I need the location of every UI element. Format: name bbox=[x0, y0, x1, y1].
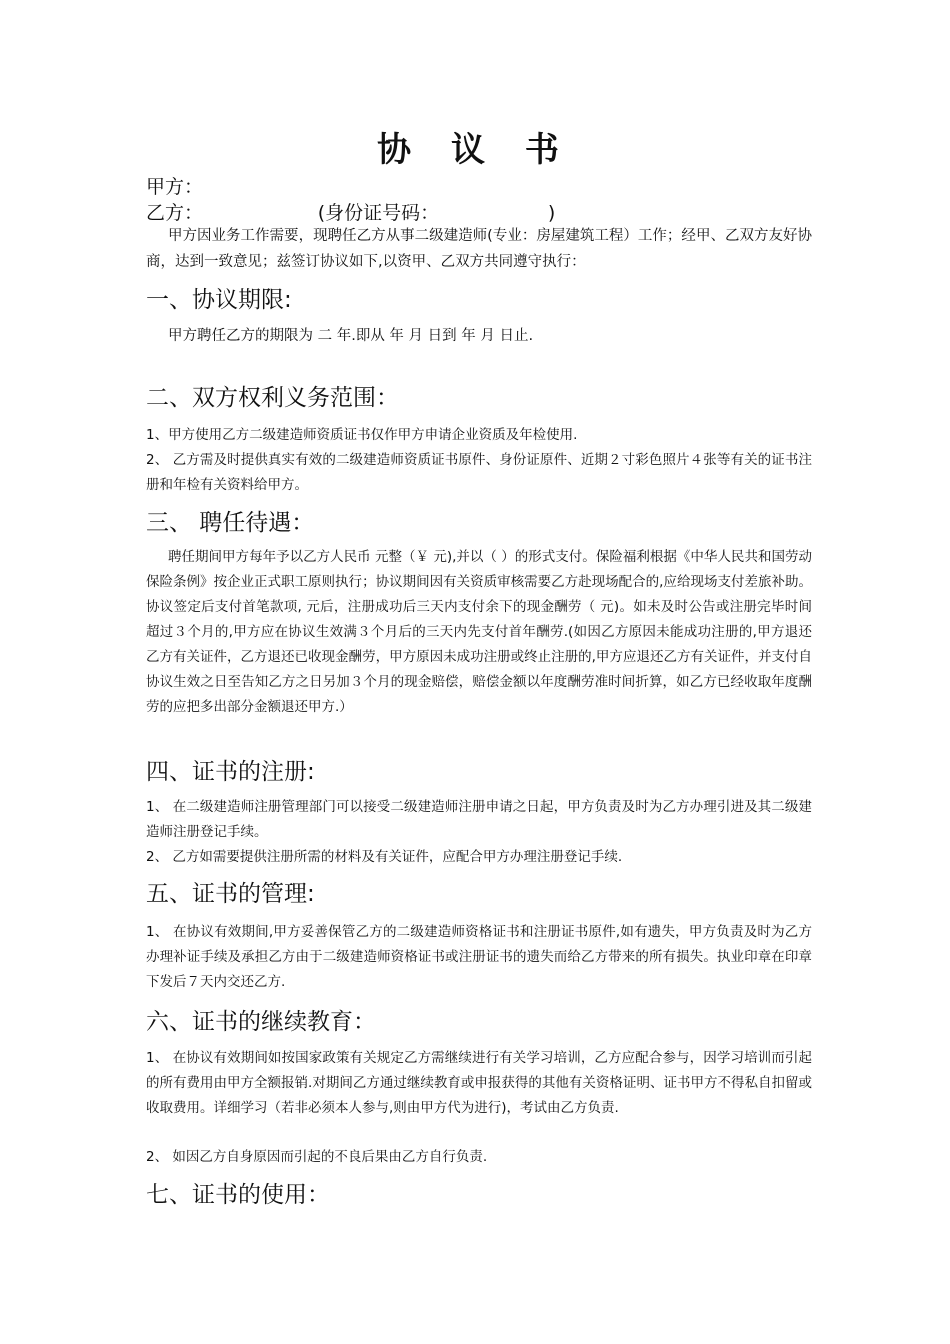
section-2-paragraph-2: 2、 乙方需及时提供真实有效的二级建造师资质证书原件、身份证原件、近期２寸彩色照片４张等有关的证书注册和年检有关资料给甲方。 bbox=[146, 452, 812, 493]
intro-paragraph: 甲方因业务工作需要，现聘任乙方从事二级建造师(专业：房屋建筑工程）工作；经甲、乙双方友好协商，达到一致意见；兹签订协议如下,以资甲、乙双方共同遵守执行： bbox=[146, 228, 812, 270]
section-6-paragraph-1: 1、 在协议有效期间如按国家政策有关规定乙方需继续进行有关学习培训，乙方应配合参与，因学习培训而引起的所有费用由甲方全额报销.对期间乙方通过继续教育或申报获得的其他有关资格证明、证书甲方不得私自扣留或收取费用。详细学习（若非必须本人参与,则由甲方代为进行)，考试由乙方负责. bbox=[146, 1050, 812, 1116]
section-heading-2: 二、双方权利义务范围： bbox=[146, 385, 399, 411]
section-heading-1: 一、协议期限: bbox=[146, 287, 292, 313]
section-heading-7: 七、证书的使用： bbox=[146, 1182, 330, 1208]
section-5-paragraph: 1、 在协议有效期间,甲方妥善保管乙方的二级建造师资格证书和注册证书原件,如有遗失，甲方负责及时为乙方办理补证手续及承担乙方由于二级建造师资格证书或注册证书的遗失而给乙方带来的所有损失。执业印章在印章下发后７天内交还乙方. bbox=[146, 924, 812, 990]
section-heading-6: 六、证书的继续教育： bbox=[146, 1009, 376, 1035]
section-2-paragraph-1: 1、甲方使用乙方二级建造师资质证书仅作甲方申请企业资质及年检使用. bbox=[146, 427, 578, 443]
document-title: 协 议 书 bbox=[377, 130, 573, 170]
section-1-paragraph: 甲方聘任乙方的期限为 二 年.即从 年 月 日到 年 月 日止. bbox=[168, 328, 534, 344]
section-3-paragraph: 聘任期间甲方每年予以乙方人民币 元整（￥ 元),并以（ ）的形式支付。保险福利根据《中华人民共和国劳动保险条例》按企业正式职工原则执行；协议期间因有关资质审核需要乙方赴现场配合的,应给现场支付差旅补助。协议签定后支付首笔款项, 元后，注册成功后三天内支付余下的现金酬劳（ 元)。如未及时公告或注册完毕时间超过３个月的,甲方应在协议生效满３个月后的三天内先支付首年酬劳.(如因乙方原因未能成功注册的,甲方退还乙方有关证件，乙方退还已收现金酬劳，甲方原因未成功注册或终止注册的,甲方应退还乙方有关证件，并支付自协议生效之日至告知乙方之日另加３个月的现金赔偿，赔偿金额以年度酬劳准时间折算，如乙方已经收取年度酬劳的应把多出部分金额退还甲方.） bbox=[146, 549, 812, 715]
section-heading-4: 四、证书的注册: bbox=[146, 759, 315, 785]
section-4-paragraph-1: 1、 在二级建造师注册管理部门可以接受二级建造师注册申请之日起，甲方负责及时为乙方办理引进及其二级建造师注册登记手续。 bbox=[146, 799, 812, 840]
section-heading-3: 三、 聘任待遇： bbox=[146, 510, 315, 536]
party-a-line: 甲方： bbox=[146, 176, 204, 198]
section-6-paragraph-2: 2、 如因乙方自身原因而引起的不良后果由乙方自行负责. bbox=[146, 1149, 488, 1165]
section-heading-5: 五、证书的管理: bbox=[146, 881, 315, 907]
section-4-paragraph-2: 2、 乙方如需要提供注册所需的材料及有关证件，应配合甲方办理注册登记手续. bbox=[146, 849, 623, 865]
party-b-line: 乙方： (身份证号码： ) bbox=[146, 202, 556, 224]
